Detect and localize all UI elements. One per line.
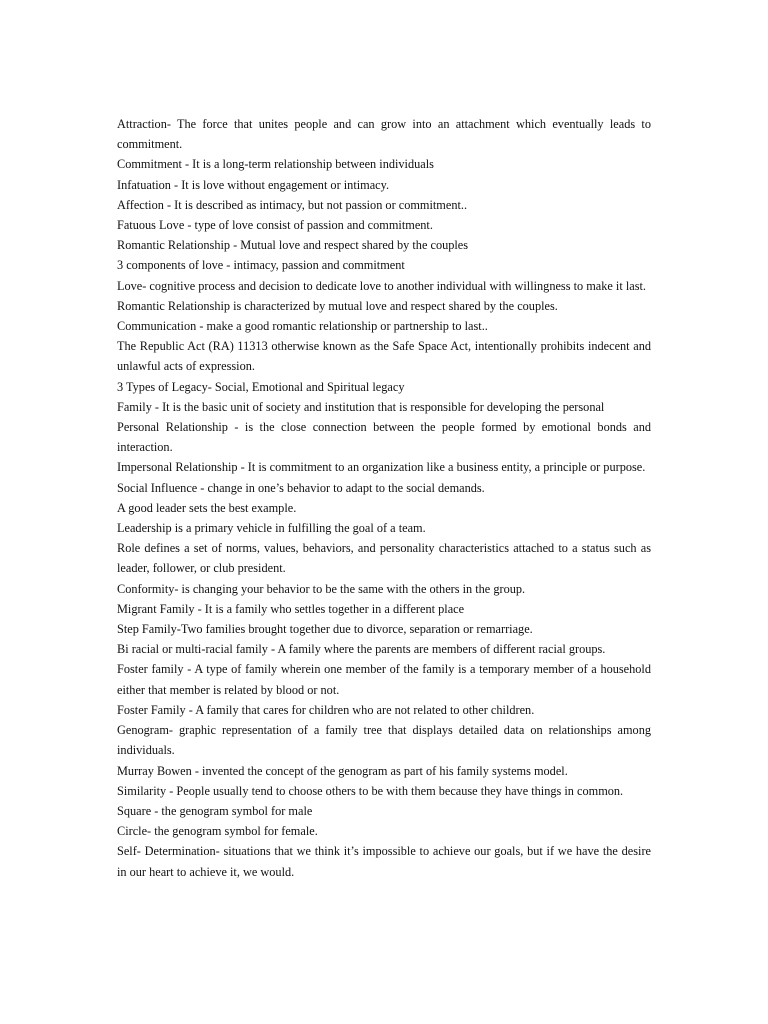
note-line: Social Influence - change in one’s behavior to adapt to the social demands. (117, 480, 485, 495)
note-line: Conformity- is changing your behavior to be the same with the others in the group. (117, 581, 526, 596)
note-line: Circle- the genogram symbol for female. (117, 824, 318, 839)
note-line: Self- Determination- situations that we think it’s impossible to achieve our goals, but if we have the desire in our heart to achieve it, we would. (117, 844, 651, 879)
note-line: Family - It is the basic unit of society and institution that is responsible for developing the personal (117, 399, 605, 414)
note-line: Attraction- The force that unites people and can grow into an attachment which eventually leads to commitment. (117, 117, 651, 152)
notes-body (117, 114, 651, 882)
note-line: Romantic Relationship is characterized by mutual love and respect shared by the couples. (117, 298, 558, 313)
note-line: Role defines a set of norms, values, behaviors, and personality characteristics attached to a status such as leader, follower, or club president. (117, 541, 651, 576)
note-line: Bi racial or multi-racial family - A family where the parents are members of different racial groups. (117, 642, 606, 657)
note-line: Impersonal Relationship - It is commitment to an organization like a business entity, a principle or purpose. (117, 460, 646, 475)
note-line: Foster family - A type of family wherein one member of the family is a temporary member of a household either that member is related by blood or not. (117, 662, 651, 697)
note-line: Step Family-Two families brought together due to divorce, separation or remarriage. (117, 622, 533, 637)
note-line: Romantic Relationship - Mutual love and respect shared by the couples (117, 238, 469, 253)
note-line: Affection - It is described as intimacy, but not passion or commitment.. (117, 197, 468, 212)
note-line: The Republic Act (RA) 11313 otherwise known as the Safe Space Act, intentionally prohibits indecent and unlawful acts of expression. (117, 339, 651, 374)
note-line: Love- cognitive process and decision to dedicate love to another individual with willingness to make it last. (117, 278, 646, 293)
note-line: Fatuous Love - type of love consist of passion and commitment. (117, 218, 433, 233)
note-line: Migrant Family - It is a family who settles together in a different place (117, 601, 465, 616)
note-line: Commitment - It is a long-term relationship between individuals (117, 157, 434, 172)
note-line: 3 Types of Legacy- Social, Emotional and Spiritual legacy (117, 379, 405, 394)
note-line: Similarity - People usually tend to choose others to be with them because they have things in common. (117, 783, 624, 798)
note-line: Square - the genogram symbol for male (117, 803, 313, 818)
note-line: Leadership is a primary vehicle in fulfilling the goal of a team. (117, 521, 426, 536)
note-line: Murray Bowen - invented the concept of the genogram as part of his family systems model. (117, 763, 568, 778)
note-line: Foster Family - A family that cares for children who are not related to other children. (117, 702, 535, 717)
note-line: 3 components of love - intimacy, passion and commitment (117, 258, 405, 273)
note-line: Genogram- graphic representation of a family tree that displays detailed data on relationships among individuals. (117, 723, 651, 758)
note-line: Personal Relationship - is the close connection between the people formed by emotional bonds and interaction. (117, 420, 651, 455)
note-line: Communication - make a good romantic relationship or partnership to last.. (117, 319, 488, 334)
note-line: A good leader sets the best example. (117, 500, 297, 515)
note-line: Infatuation - It is love without engagement or intimacy. (117, 177, 390, 192)
